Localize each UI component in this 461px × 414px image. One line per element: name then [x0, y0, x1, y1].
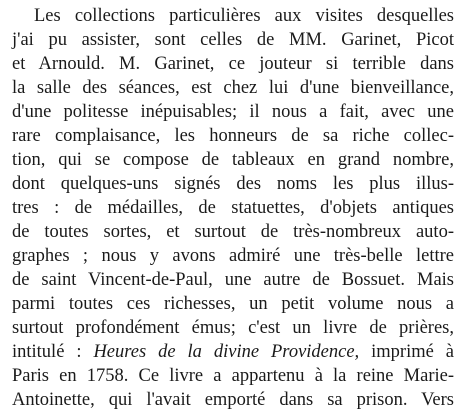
text-line: tion, qui se compose de tableaux en grand nombre, [12, 150, 454, 170]
text-line: parmi toutes ces richesses, un petit volume nous a [12, 294, 454, 314]
book-title: Heures de la divine Providence, [93, 342, 360, 362]
text-line: surtout profondément émus; c'est un livre de prières, [12, 318, 454, 338]
text-line: graphes ; nous y avons admiré une très-belle lettre [12, 246, 454, 266]
text-line: dont quelques-uns signés des noms les plus illus- [12, 174, 454, 194]
text-line: Paris en 1758. Ce livre a appartenu à la reine Marie- [12, 366, 454, 386]
text-fragment: intitulé : [12, 342, 94, 362]
text-fragment: imprimé à [359, 342, 454, 362]
text-line: tres : de médailles, de statuettes, d'objets antiques [12, 198, 454, 218]
text-line: la salle des séances, est chez lui d'une bienveillance, [12, 78, 454, 98]
text-line: de toutes sortes, et surtout de très-nombreux auto- [12, 222, 454, 242]
text-line: Les collections particulières aux visites desquelles [34, 6, 454, 26]
text-line: Antoinette, qui l'avait emporté dans sa prison. Vers [12, 390, 454, 410]
text-line: rare complaisance, les honneurs de sa riche collec- [12, 126, 454, 146]
text-line-with-title [12, 340, 454, 365]
text-line: d'une politesse inépuisables; il nous a fait, avec une [12, 102, 454, 122]
text-line: j'ai pu assister, sont celles de MM. Garinet, Picot [12, 30, 454, 50]
text-line: et Arnould. M. Garinet, ce jouteur si terrible dans [12, 54, 454, 74]
text-line: de saint Vincent-de-Paul, une autre de Bossuet. Mais [12, 270, 454, 290]
document-page [12, 0, 454, 414]
